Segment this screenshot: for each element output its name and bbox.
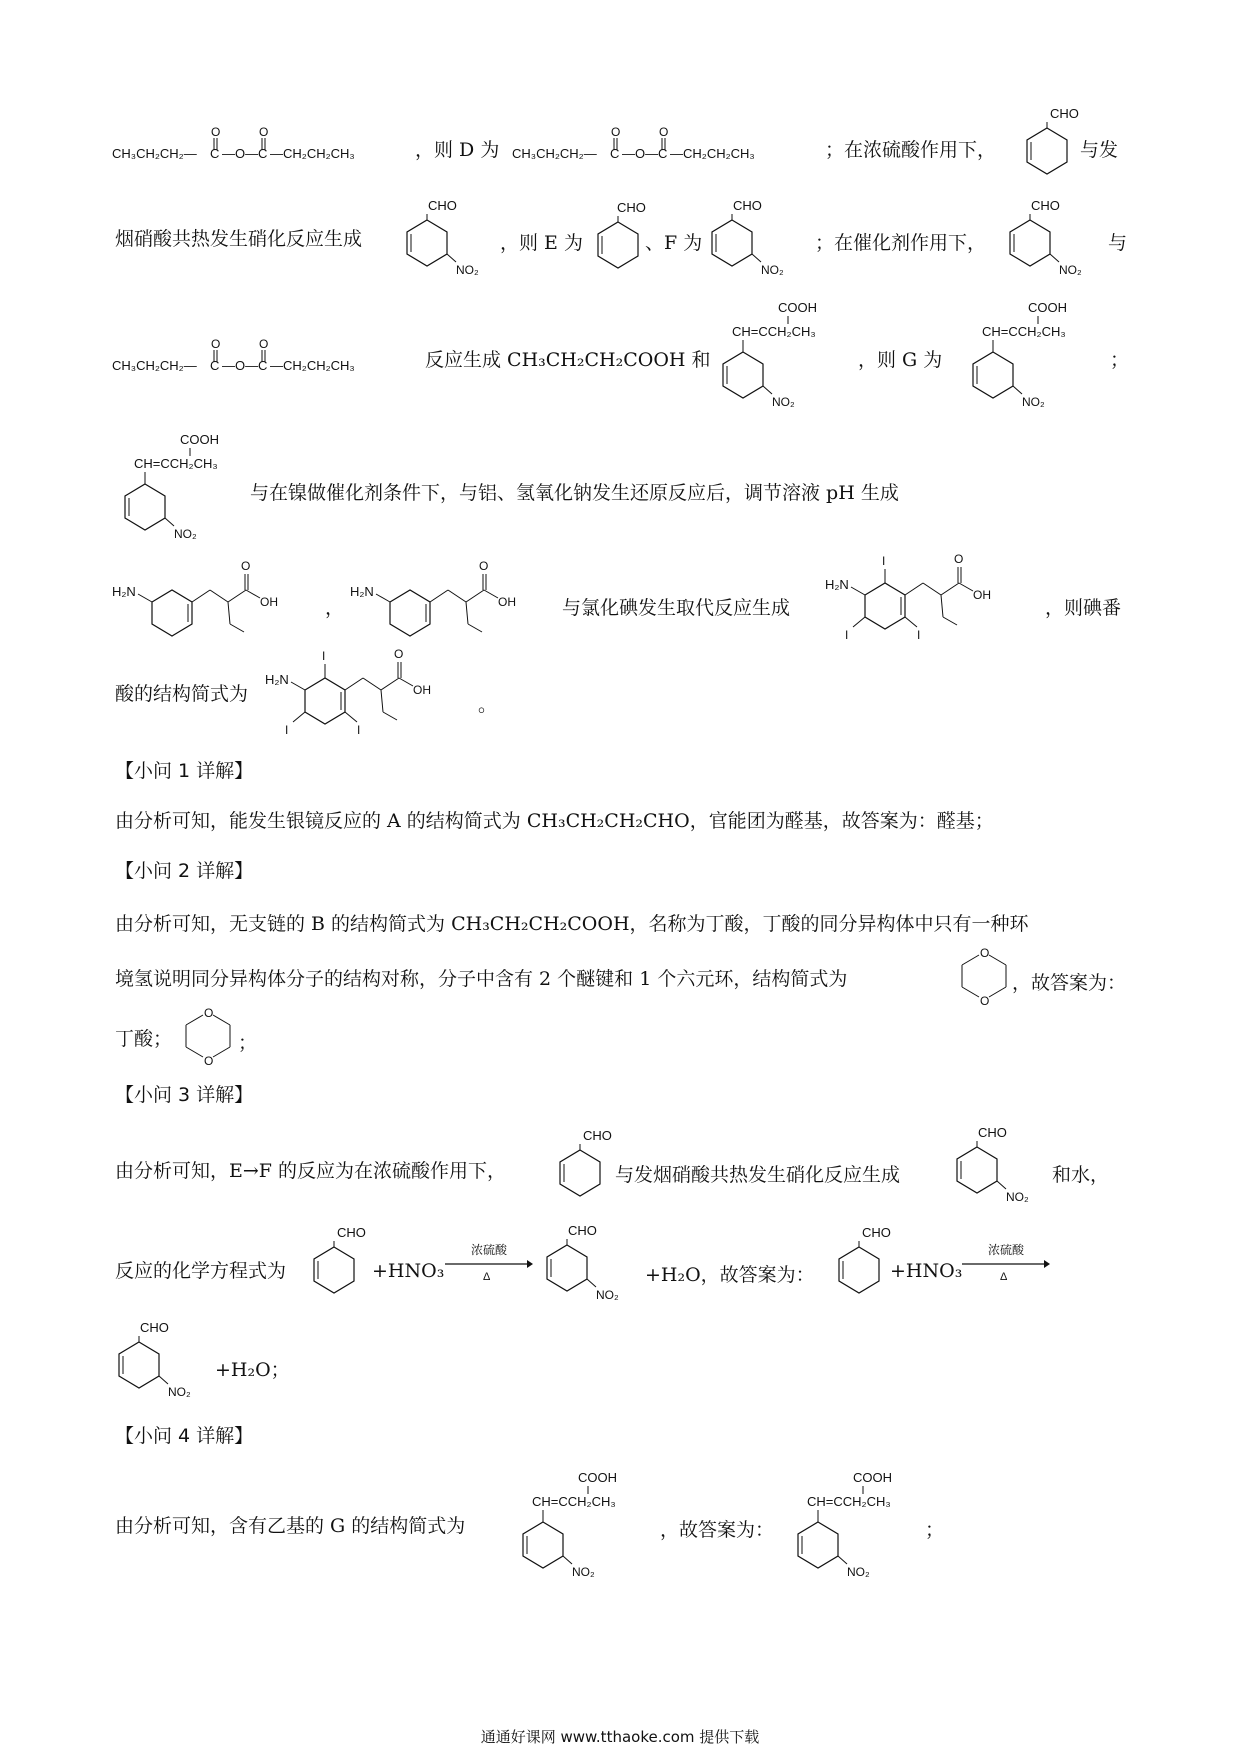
svg-text:CH₃CH₂CH₂—: CH₃CH₂CH₂— [112, 358, 197, 373]
svg-text:—CH₂CH₂CH₃: —CH₂CH₂CH₃ [670, 146, 755, 161]
nitrobenzaldehyde-structure [112, 1320, 212, 1400]
svg-text:H₂N: H₂N [825, 577, 849, 592]
aminophenyl-acid-structure [112, 560, 332, 650]
svg-text:NO₂: NO₂ [596, 1288, 619, 1302]
svg-text:CHO: CHO [1031, 198, 1060, 213]
section3-paragraph-line1-end: 和水， [1052, 1164, 1110, 1186]
reaction-arrow [443, 1240, 533, 1286]
svg-text:OH: OH [498, 595, 516, 609]
svg-text:CH=CCH₂CH₃: CH=CCH₂CH₃ [732, 324, 816, 339]
benzaldehyde-structure [593, 200, 653, 272]
svg-text:O: O [259, 125, 269, 139]
section2-paragraph-line2: 境氢说明同分异构体分子的结构对称，分子中含有 2 个醚键和 1 个六元环，结构简式为 [115, 968, 848, 990]
svg-text:—CH₂CH₂CH₃: —CH₂CH₂CH₃ [270, 146, 355, 161]
section3-paragraph-line2: 反应的化学方程式为 [115, 1260, 287, 1282]
nitrobenzaldehyde-structure [540, 1223, 640, 1303]
line5-text-b: 与氯化碘发生取代反应生成 [562, 597, 791, 619]
svg-text:CH₃CH₂CH₂—: CH₃CH₂CH₂— [112, 146, 197, 161]
svg-text:OH: OH [413, 683, 431, 697]
svg-text:CH=CCH₂CH₃: CH=CCH₂CH₃ [134, 456, 218, 471]
section2-paragraph-line3-end: ； [238, 1032, 258, 1054]
svg-text:O: O [259, 337, 269, 351]
svg-text:CHO: CHO [583, 1128, 612, 1143]
aminophenyl-acid-structure [350, 560, 570, 650]
line5-text-c: ，则碘番 [1045, 597, 1122, 619]
svg-text:—O—: —O— [222, 146, 259, 161]
line1-text-c: 与发 [1080, 139, 1119, 161]
svg-text:C: C [258, 146, 268, 161]
svg-text:NO₂: NO₂ [174, 527, 197, 541]
svg-text:H₂N: H₂N [350, 584, 374, 599]
section3-answer-hno3: +HNO₃ [890, 1260, 963, 1282]
svg-text:NO₂: NO₂ [1006, 1190, 1029, 1204]
svg-text:H₂N: H₂N [265, 672, 289, 687]
line2-text-a: 烟硝酸共热发生硝化反应生成 [115, 228, 363, 250]
line3-text-c: ； [1110, 349, 1130, 371]
iopanoic-acid-structure [265, 647, 498, 748]
svg-text:O: O [611, 125, 621, 139]
svg-text:NO₂: NO₂ [772, 395, 795, 409]
section3-paragraph-line1-mid: 与发烟硝酸共热发生硝化反应生成 [615, 1164, 901, 1186]
svg-text:O: O [211, 125, 221, 139]
svg-text:O: O [479, 559, 489, 573]
nitrocinnamic-acid-structure [710, 300, 880, 410]
svg-text:H₂N: H₂N [112, 584, 136, 599]
anhydride-structure [112, 337, 412, 380]
svg-text:CHO: CHO [733, 198, 762, 213]
svg-text:I: I [285, 723, 289, 737]
svg-text:CH=CCH₂CH₃: CH=CCH₂CH₃ [532, 1494, 616, 1509]
svg-text:CHO: CHO [337, 1225, 366, 1240]
svg-text:C: C [610, 146, 620, 161]
svg-text:I: I [917, 628, 921, 642]
svg-text:COOH: COOH [578, 1470, 617, 1485]
line2-text-e: 与 [1108, 232, 1128, 254]
section3-equation-water: +H₂O，故答案为： [645, 1264, 815, 1286]
nitrocinnamic-acid-structure [510, 1470, 680, 1580]
svg-text:O: O [204, 1054, 214, 1068]
svg-text:C: C [210, 146, 220, 161]
svg-text:COOH: COOH [778, 300, 817, 315]
svg-text:CHO: CHO [978, 1125, 1007, 1140]
svg-text:浓硫酸: 浓硫酸 [988, 1243, 1025, 1257]
line2-text-d: ；在催化剂作用下， [815, 232, 987, 254]
section2-paragraph-line2-end: ，故答案为： [1012, 972, 1127, 994]
svg-text:OH: OH [973, 588, 991, 602]
line3-text-a: 反应生成 CH₃CH₂CH₂COOH 和 [425, 349, 711, 371]
svg-text:O: O [394, 647, 404, 661]
section2-heading: 【小问 2 详解】 [115, 860, 254, 882]
svg-text:COOH: COOH [180, 432, 219, 447]
section3-paragraph-line1: 由分析可知，E→F 的反应为在浓硫酸作用下， [115, 1160, 507, 1182]
svg-text:CHO: CHO [1050, 106, 1079, 121]
svg-text:NO₂: NO₂ [1059, 263, 1082, 277]
line4-text-a: 与在镍做催化剂条件下，与铝、氢氧化钠发生还原反应后，调节溶液 pH 生成 [250, 482, 899, 504]
section2-paragraph-line3: 丁酸； [115, 1028, 173, 1050]
line6-text-a: 酸的结构简式为 [115, 683, 249, 705]
svg-text:O: O [980, 946, 990, 960]
iopanoic-acid-structure [825, 553, 1055, 653]
svg-text:CHO: CHO [140, 1320, 169, 1335]
line1-text-a: ，则 D 为 [415, 139, 500, 161]
svg-text:NO₂: NO₂ [168, 1385, 191, 1399]
section4-paragraph: 由分析可知，含有乙基的 G 的结构简式为 [115, 1515, 466, 1537]
benzaldehyde-structure [553, 1128, 623, 1200]
svg-text:NO₂: NO₂ [1022, 395, 1045, 409]
line5-text-a: ， [325, 597, 345, 619]
section3-equation-hno3: +HNO₃ [372, 1260, 445, 1282]
svg-text:C: C [210, 358, 220, 373]
nitrobenzaldehyde-structure [1003, 198, 1103, 278]
svg-text:Δ: Δ [483, 1271, 491, 1283]
svg-text:CHO: CHO [568, 1223, 597, 1238]
svg-text:CH=CCH₂CH₃: CH=CCH₂CH₃ [807, 1494, 891, 1509]
dioxane-structure [180, 1005, 236, 1067]
section3-answer-water: +H₂O； [215, 1359, 290, 1381]
svg-text:CH=CCH₂CH₃: CH=CCH₂CH₃ [982, 324, 1066, 339]
svg-text:CHO: CHO [862, 1225, 891, 1240]
svg-text:O: O [241, 559, 251, 573]
svg-text:CHO: CHO [617, 200, 646, 215]
section4-paragraph-mid: ，故答案为： [660, 1519, 775, 1541]
svg-text:I: I [322, 649, 326, 663]
svg-text:O: O [204, 1006, 214, 1020]
svg-text:OH: OH [260, 595, 278, 609]
svg-text:I: I [882, 554, 886, 568]
svg-text:CH₃CH₂CH₂—: CH₃CH₂CH₂— [512, 146, 597, 161]
svg-text:Δ: Δ [1000, 1271, 1008, 1283]
line2-text-c: 、F 为 [645, 232, 703, 254]
svg-text:—O—: —O— [622, 146, 659, 161]
svg-text:NO₂: NO₂ [761, 263, 784, 277]
svg-text:NO₂: NO₂ [847, 1565, 870, 1579]
nitrocinnamic-acid-structure [960, 300, 1130, 410]
svg-text:COOH: COOH [1028, 300, 1067, 315]
svg-text:I: I [357, 723, 361, 737]
benzaldehyde-structure [307, 1225, 377, 1297]
svg-text:C: C [258, 358, 268, 373]
svg-text:O: O [211, 337, 221, 351]
dioxane-structure [956, 945, 1012, 1007]
svg-text:CHO: CHO [428, 198, 457, 213]
page-footer: 通通好课网 www.tthaoke.com 提供下载 [480, 1728, 760, 1746]
section1-heading: 【小问 1 详解】 [115, 760, 254, 782]
svg-text:—O—: —O— [222, 358, 259, 373]
svg-text:I: I [845, 628, 849, 642]
section4-paragraph-end: ； [925, 1519, 945, 1541]
svg-text:O: O [659, 125, 669, 139]
svg-text:NO₂: NO₂ [456, 263, 479, 277]
reaction-arrow [960, 1240, 1050, 1286]
line3-text-b: ，则 G 为 [858, 349, 943, 371]
section2-paragraph-line1: 由分析可知，无支链的 B 的结构简式为 CH₃CH₂CH₂COOH，名称为丁酸，丁酸的同分异构体中只有一种环 [115, 913, 1029, 935]
svg-text:O: O [954, 552, 964, 566]
svg-text:—CH₂CH₂CH₃: —CH₂CH₂CH₃ [270, 358, 355, 373]
anhydride-structure [112, 125, 412, 168]
section4-heading: 【小问 4 详解】 [115, 1425, 254, 1447]
nitrobenzaldehyde-structure [400, 198, 500, 278]
nitrobenzaldehyde-structure [950, 1125, 1050, 1205]
nitrobenzaldehyde-structure [705, 198, 805, 278]
svg-text:浓硫酸: 浓硫酸 [471, 1243, 508, 1257]
line1-text-b: ；在浓硫酸作用下， [825, 139, 997, 161]
line2-text-b: ，则 E 为 [500, 232, 583, 254]
svg-text:COOH: COOH [853, 1470, 892, 1485]
section1-paragraph: 由分析可知，能发生银镜反应的 A 的结构简式为 CH₃CH₂CH₂CHO，官能团为醛基，故答案为：醛基； [115, 810, 994, 832]
line6-text-b: 。 [478, 694, 498, 716]
anhydride-structure [512, 125, 812, 168]
section3-heading: 【小问 3 详解】 [115, 1084, 254, 1106]
svg-text:C: C [658, 146, 668, 161]
svg-text:NO₂: NO₂ [572, 1565, 595, 1579]
svg-text:O: O [980, 994, 990, 1008]
